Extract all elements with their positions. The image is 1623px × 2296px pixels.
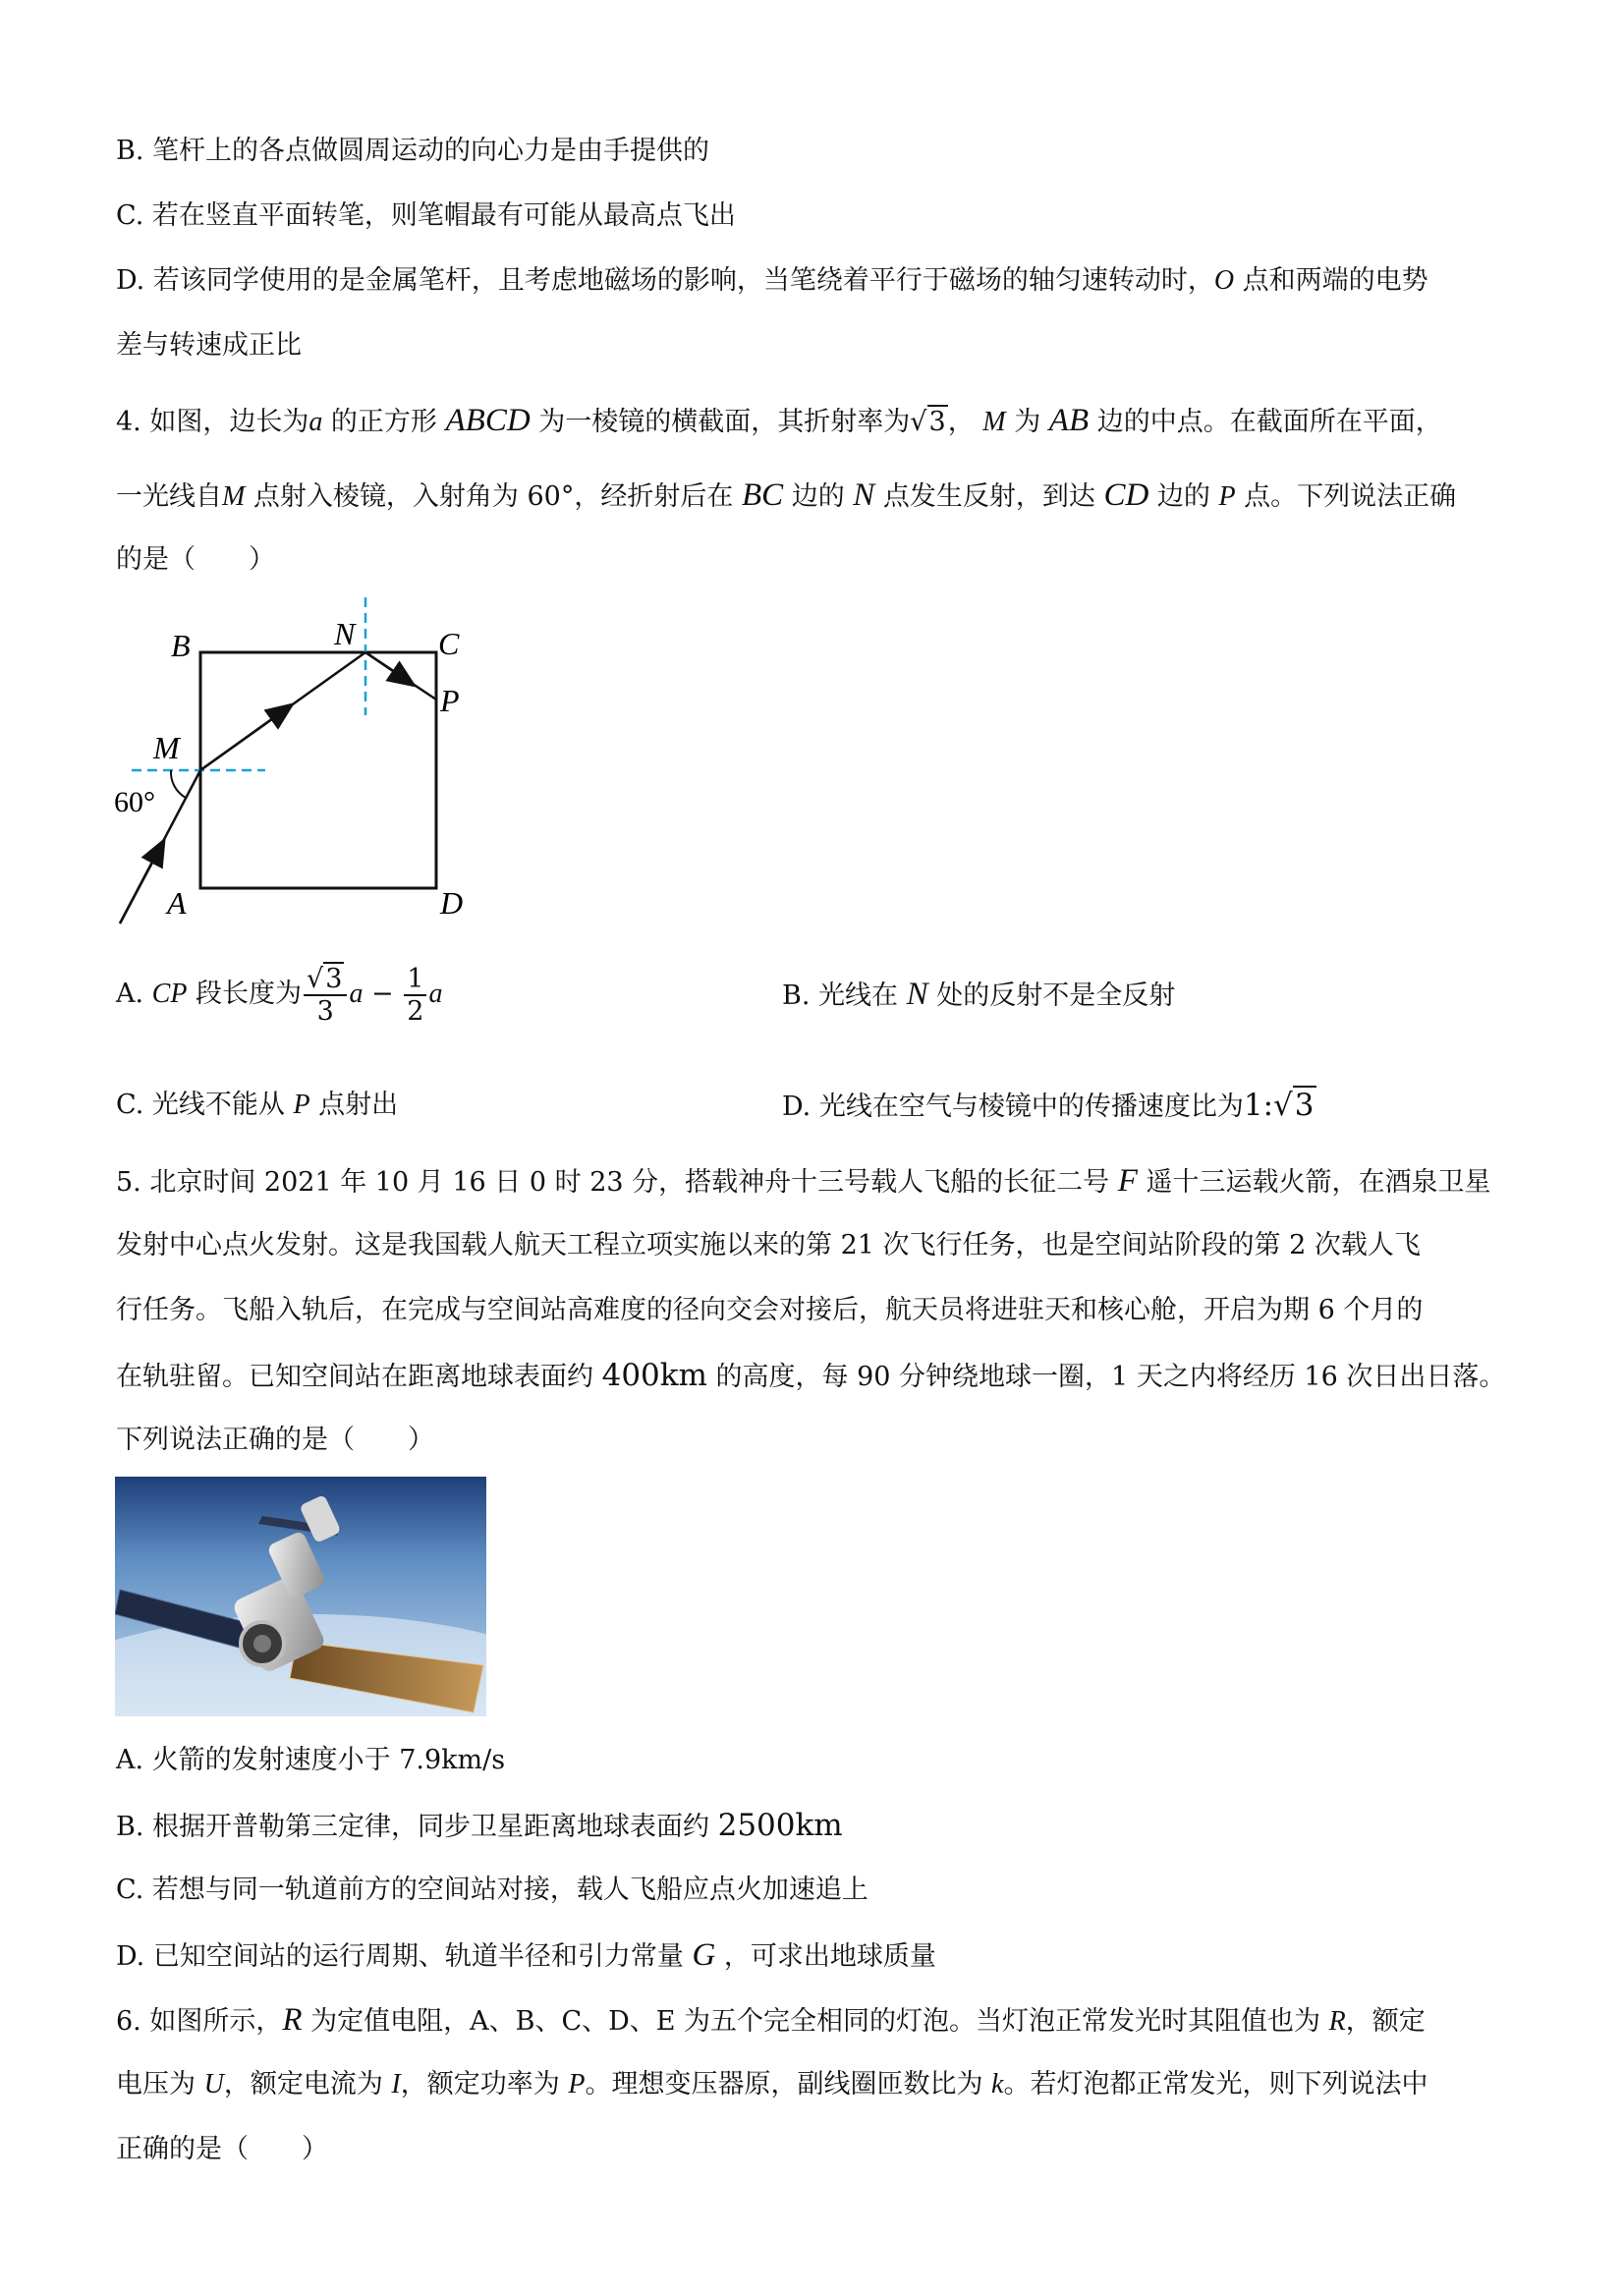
label-b: B [171,628,191,663]
refracted-ray-arrow [200,708,287,770]
label-n: N [334,616,356,651]
fraction-sqrt3-over-3: $\frac{√3}{3}$ [304,966,347,1025]
angle-arc [171,770,186,798]
q5-stem-line1: 5. 北京时间 2021 年 10 月 16 日 0 时 23 分，搭载神舟十三号载人飞船的长征二号 F 遥十三运载火箭，在酒泉卫星 [116,1163,1491,1199]
q5-option-a: A. 火箭的发射速度小于 7.9km/s [116,1745,506,1775]
q6-stem-line2: 电压为 U，额定电流为 I，额定功率为 P。理想变压器原，副线圈匝数比为 k。若灯泡都正常发光，则下列说法中 [116,2069,1428,2100]
label-d: D [440,885,464,921]
q3-option-c: C. 若在竖直平面转笔，则笔帽最有可能从最高点飞出 [116,200,736,231]
fraction-one-half: $\frac{1}{2}$ [404,966,426,1025]
q4-option-b: B. 光线在 N 处的反射不是全反射 [782,977,1176,1012]
label-angle: 60° [114,786,155,818]
prism-diagram [110,589,523,943]
space-station-photo [115,1477,486,1716]
q4-option-c: C. 光线不能从 P 点射出 [116,1090,399,1120]
q3-option-d-cont: 差与转速成正比 [116,330,302,361]
reflected-ray-arrow [365,652,409,682]
q6-stem-line1: 6. 如图所示，R 为定值电阻，A、B、C、D、E 为五个完全相同的灯泡。当灯泡正常发光时其阻值也为 R，额定 [116,2002,1426,2038]
q5-option-d: D. 已知空间站的运行周期、轨道半径和引力常量 G ，可求出地球质量 [116,1937,936,1973]
q3-option-b: B. 笔杆上的各点做圆周运动的向心力是由手提供的 [116,136,710,166]
label-a: A [167,885,187,921]
q4-option-a: A. CP 段长度为 $\frac{√3}{3}$ a − $\frac{1}{2}$ a [116,963,443,1027]
q3-option-d: D. 若该同学使用的是金属笔杆，且考虑地磁场的影响，当笔绕着平行于磁场的轴匀速转动时，O 点和两端的电势 [116,265,1428,296]
label-c: C [438,626,460,661]
label-p: P [440,683,460,718]
label-m: M [153,730,180,765]
q4-stem-line1: 4. 如图，边长为a 的正方形 ABCD 为一棱镜的横截面，其折射率为√3， M 为 AB 边的中点。在截面所在平面， [116,403,1442,438]
q5-stem-line3: 行任务。飞船入轨后，在完成与空间站高难度的径向交会对接后，航天员将进驻天和核心舱，开启为期 6 个月的 [116,1295,1424,1325]
q4-stem-line2: 一光线自M 点射入棱镜，入射角为 60°，经折射后在 BC 边的 N 点发生反射，到达 CD 边的 P 点。下列说法正确 [116,477,1457,513]
q5-option-b: B. 根据开普勒第三定律，同步卫星距离地球表面约 2500km [116,1808,843,1843]
q5-stem-line5: 下列说法正确的是（ ） [116,1425,434,1455]
incident-ray-arrow [120,846,161,924]
docking-port [253,1635,271,1652]
q4-stem-line3: 的是（ ） [116,544,275,575]
q5-stem-line4: 在轨驻留。已知空间站在距离地球表面约 400km 的高度，每 90 分钟绕地球一圈，1 天之内将经历 16 次日出日落。 [116,1358,1506,1393]
q5-stem-line2: 发射中心点火发射。这是我国载人航天工程立项实施以来的第 21 次飞行任务，也是空间站阶段的第 2 次载人飞 [116,1230,1421,1260]
q5-option-c: C. 若想与同一轨道前方的空间站对接，载人飞船应点火加速追上 [116,1875,868,1905]
q6-stem-line3: 正确的是（ ） [116,2134,328,2164]
sqrt-3: √3 [910,407,946,437]
q4-option-d: D. 光线在空气与棱镜中的传播速度比为1:√3 [782,1088,1315,1123]
